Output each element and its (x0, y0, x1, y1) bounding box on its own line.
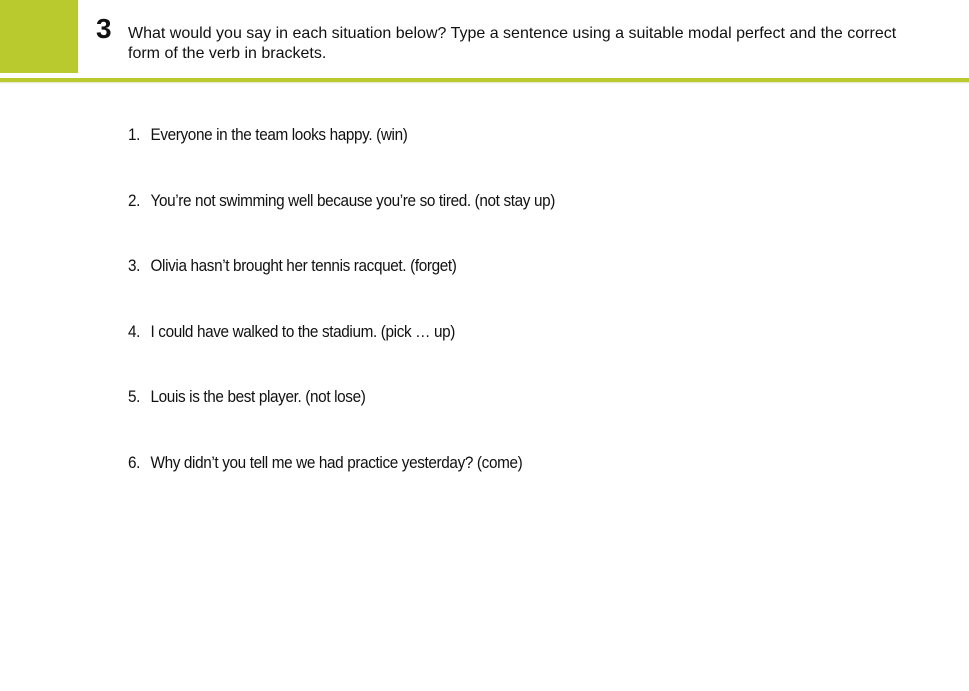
item-text: Louis is the best player. (not lose) (150, 387, 366, 406)
item-text: I could have walked to the stadium. (pick … up) (150, 321, 456, 341)
item-number: 1. (128, 125, 141, 144)
item-number: 6. (128, 452, 141, 472)
exercise-item-1 (128, 124, 555, 190)
exercise-item-2 (128, 190, 555, 256)
item-text: You’re not swimming well because you’re so tired. (not stay up) (150, 190, 556, 210)
exercise-item-4 (128, 321, 555, 387)
item-text: Everyone in the team looks happy. (win) (150, 125, 408, 144)
item-number: 3. (128, 256, 141, 275)
exercise-item-6 (128, 452, 555, 518)
header-divider-shadow (0, 82, 969, 84)
exercise-item-3 (128, 255, 555, 321)
exercise-instruction: What would you say in each situation below? Type a sentence using a suitable modal perfect and the correct form of the verb in brackets. (128, 25, 897, 62)
item-number: 5. (128, 387, 141, 406)
item-number: 2. (128, 190, 141, 210)
exercise-item-5 (128, 386, 555, 452)
item-number: 4. (128, 321, 141, 341)
item-text: Why didn’t you tell me we had practice yesterday? (come) (150, 452, 523, 472)
exercise-number: 3 (96, 13, 112, 44)
accent-block (0, 0, 78, 73)
item-text: Olivia hasn’t brought her tennis racquet. (forget) (150, 256, 457, 275)
exercise-item-list (128, 124, 602, 517)
